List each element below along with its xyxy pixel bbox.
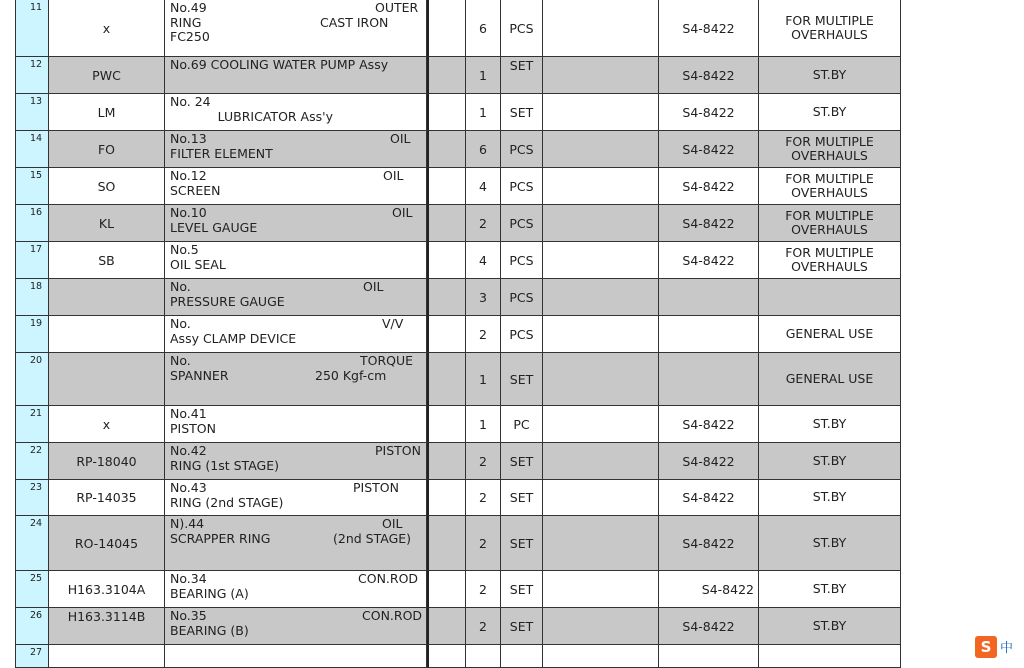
row-number: 19 [15,316,49,353]
desc-line-1-right: CON.ROD [358,571,419,586]
part-description [165,168,427,205]
row-number: 15 [15,168,49,205]
table-row [0,608,1024,645]
part-description [165,608,427,645]
row-number: 27 [15,645,49,668]
reference-number: S4-8422 [659,242,759,279]
empty-cell [429,406,466,443]
row-number: 16 [15,205,49,242]
reference-number: S4-8422 [659,406,759,443]
desc-line-1-right: V/V [382,316,404,331]
part-code [49,316,165,353]
part-code: RP-14035 [49,480,165,516]
empty-cell [543,168,659,205]
part-description [165,279,427,316]
quantity: 2 [466,205,501,242]
desc-line-1: No.43 [170,480,207,495]
remarks [759,353,901,406]
part-code: RP-18040 [49,443,165,480]
desc-line-2-right: 250 Kgf-cm [315,367,387,383]
remarks [759,242,901,279]
reference-number [659,279,759,316]
remarks [759,571,901,608]
desc-line-1: No. [170,353,191,368]
remarks [759,57,901,94]
part-description [165,480,427,516]
part-description [165,205,427,242]
empty-cell [429,279,466,316]
empty-cell [543,131,659,168]
empty-cell [429,0,466,57]
part-code: x [49,0,165,57]
remark-line-2: OVERHAULS [791,148,868,163]
remark-line-1: ST.BY [812,415,847,431]
table-row [0,571,1024,608]
desc-line-2: SCREEN [170,182,221,198]
empty-cell [543,443,659,480]
empty-cell [543,571,659,608]
desc-line-1: No.5 [170,242,199,257]
desc-line-1-right: CON.ROD [362,608,423,623]
remark-line-1: ST.BY [812,617,847,633]
empty-cell [429,571,466,608]
remark-line-2: OVERHAULS [791,259,868,274]
remarks [759,443,901,480]
empty-cell [543,316,659,353]
remarks [759,279,901,316]
part-description [165,57,427,94]
empty-cell [429,131,466,168]
remark-line-1: FOR MULTIPLE [785,244,874,260]
row-number: 17 [15,242,49,279]
quantity: 2 [466,480,501,516]
unit: PCS [501,131,543,168]
remark-line-1: ST.BY [812,580,847,596]
desc-line-2: FILTER ELEMENT [170,145,273,161]
empty-cell [543,205,659,242]
part-code: SB [49,242,165,279]
row-number: 23 [15,480,49,516]
part-code [49,645,165,668]
part-description [165,645,427,668]
quantity: 1 [466,353,501,406]
reference-number: S4-8422 [659,57,759,94]
remarks [759,94,901,131]
empty-cell [429,353,466,406]
empty-cell [429,242,466,279]
desc-line-3: FC250 [170,29,210,44]
reference-number [659,353,759,406]
empty-cell [429,205,466,242]
part-description [165,443,427,480]
unit: SET [501,94,543,131]
desc-line-2: SPANNER [170,367,229,383]
unit: SET [501,516,543,571]
empty-cell [429,645,466,668]
remarks [759,0,901,57]
unit: SET [501,57,543,94]
reference-number: S4-8422 [659,94,759,131]
remark-line-2: OVERHAULS [791,27,868,42]
desc-line-1: No.69 COOLING WATER PUMP Assy [170,57,389,72]
table-row [0,316,1024,353]
reference-number: S4-8422 [659,480,759,516]
empty-cell [429,608,466,645]
table-row [0,443,1024,480]
empty-cell [429,443,466,480]
part-code: H163.3114B [49,608,165,645]
part-description [165,571,427,608]
row-number: 24 [15,516,49,571]
desc-line-2: LEVEL GAUGE [170,219,258,235]
quantity: 2 [466,608,501,645]
reference-number: S4-8422 [659,608,759,645]
empty-cell [543,0,659,57]
table-row [0,353,1024,406]
desc-line-1: No.12 [170,168,207,183]
quantity: 2 [466,443,501,480]
unit: SET [501,480,543,516]
desc-line-2: PISTON [170,420,216,436]
desc-line-1: No. [170,316,191,331]
row-number: 20 [15,353,49,406]
part-code [49,279,165,316]
part-description [165,316,427,353]
unit: SET [501,353,543,406]
remark-line-1: GENERAL USE [785,325,874,341]
remark-line-1: FOR MULTIPLE [785,12,874,28]
unit: PCS [501,168,543,205]
empty-cell [543,353,659,406]
desc-line-1: No.41 [170,406,207,421]
desc-line-1: No.42 [170,443,207,458]
desc-line-1: N).44 [170,516,205,531]
remark-line-1: FOR MULTIPLE [785,133,874,149]
remark-line-1: FOR MULTIPLE [785,207,874,223]
table-row [0,168,1024,205]
quantity: 1 [466,57,501,94]
part-code: FO [49,131,165,168]
quantity: 2 [466,316,501,353]
reference-number: S4-8422 [659,443,759,480]
part-code: RO-14045 [49,516,165,571]
remarks [759,480,901,516]
desc-line-1-right: OIL [382,516,403,531]
quantity: 1 [466,406,501,443]
ime-language-indicator[interactable]: 中 [1000,641,1014,656]
remarks [759,608,901,645]
desc-line-2: LUBRICATOR Ass'y [170,108,333,124]
row-number: 21 [15,406,49,443]
remarks [759,131,901,168]
unit [501,645,543,668]
table-row [0,57,1024,94]
part-code: LM [49,94,165,131]
part-code: PWC [49,57,165,94]
desc-line-2: BEARING (A) [170,585,249,601]
remarks [759,645,901,668]
part-description [165,0,427,57]
table-row [0,242,1024,279]
empty-cell [429,480,466,516]
desc-line-1: No.49 [170,0,207,15]
remarks [759,316,901,353]
remark-line-1: ST.BY [812,66,847,82]
part-description [165,406,427,443]
empty-cell [429,168,466,205]
empty-cell [543,480,659,516]
desc-line-1: No.34 [170,571,207,586]
table-row [0,516,1024,571]
remarks [759,205,901,242]
row-number: 14 [15,131,49,168]
desc-line-2: BEARING (B) [170,622,249,638]
table-row [0,645,1024,668]
desc-line-2: RING (2nd STAGE) [170,494,284,510]
row-number: 25 [15,571,49,608]
table-row [0,0,1024,57]
table-row [0,94,1024,131]
empty-cell [543,57,659,94]
part-description [165,516,427,571]
remarks [759,168,901,205]
quantity: 1 [466,94,501,131]
part-description [165,94,427,131]
desc-line-1: No.35 [170,608,207,623]
desc-line-1-right: PISTON [353,480,399,495]
desc-line-1: No.10 [170,205,207,220]
unit: SET [501,443,543,480]
unit: PCS [501,316,543,353]
remark-line-1: ST.BY [812,489,847,505]
desc-line-1: No.13 [170,131,207,146]
reference-number: S4-8422 [659,0,759,57]
unit: SET [501,571,543,608]
part-code [49,353,165,406]
part-description [165,242,427,279]
quantity: 4 [466,168,501,205]
part-code: H163.3104A [49,571,165,608]
unit: PCS [501,0,543,57]
table-row [0,406,1024,443]
desc-line-1-right: OUTER [375,0,419,15]
remarks [759,516,901,571]
remark-line-2: OVERHAULS [791,222,868,237]
remark-line-1: ST.BY [812,103,847,119]
desc-line-2: Assy CLAMP DEVICE [170,330,297,346]
desc-line-2-right: CAST IRON [320,14,389,30]
remarks [759,406,901,443]
remark-line-1: FOR MULTIPLE [785,170,874,186]
desc-line-2-right: (2nd STAGE) [333,530,412,546]
part-description [165,131,427,168]
row-number: 26 [15,608,49,645]
empty-cell [543,94,659,131]
quantity: 2 [466,571,501,608]
row-number: 11 [15,0,49,57]
table-row [0,279,1024,316]
quantity: 6 [466,0,501,57]
desc-line-2: PRESSURE GAUGE [170,293,285,309]
desc-line-1-right: OIL [390,131,411,146]
desc-line-2: SCRAPPER RING [170,530,271,546]
part-code: SO [49,168,165,205]
quantity: 6 [466,131,501,168]
row-number: 22 [15,443,49,480]
sogou-ime-icon[interactable] [975,636,997,658]
row-number: 13 [15,94,49,131]
unit: SET [501,608,543,645]
row-number: 18 [15,279,49,316]
remark-line-1: ST.BY [812,452,847,468]
reference-number: S4-8422 [659,516,759,571]
remark-line-1: GENERAL USE [785,370,874,386]
empty-cell [429,316,466,353]
part-code: KL [49,205,165,242]
empty-cell [543,242,659,279]
desc-line-1-right: OIL [392,205,413,220]
table-row [0,131,1024,168]
desc-line-2: RING [170,14,202,30]
unit: PCS [501,205,543,242]
reference-number: S4-8422 [659,571,759,608]
part-code: x [49,406,165,443]
remark-line-1: ST.BY [812,534,847,550]
desc-line-2: RING (1st STAGE) [170,457,279,473]
row-number: 12 [15,57,49,94]
unit: PCS [501,242,543,279]
desc-line-1-right: OIL [363,279,384,294]
ime-logo: S [980,638,992,656]
quantity: 4 [466,242,501,279]
table-row [0,205,1024,242]
empty-cell [543,279,659,316]
desc-line-1-right: PISTON [375,443,421,458]
reference-number: S4-8422 [659,205,759,242]
reference-number [659,645,759,668]
desc-line-1-right: TORQUE [360,353,414,368]
desc-line-2: OIL SEAL [170,256,226,272]
empty-cell [429,57,466,94]
empty-cell [543,608,659,645]
empty-cell [429,516,466,571]
quantity: 3 [466,279,501,316]
table-row [0,480,1024,516]
empty-cell [429,94,466,131]
remark-line-2: OVERHAULS [791,185,868,200]
reference-number: S4-8422 [659,131,759,168]
empty-cell [543,406,659,443]
part-description [165,353,427,406]
quantity [466,645,501,668]
unit: PCS [501,279,543,316]
empty-cell [543,645,659,668]
quantity: 2 [466,516,501,571]
unit: PC [501,406,543,443]
reference-number [659,316,759,353]
desc-line-1: No. 24 [170,94,211,109]
reference-number: S4-8422 [659,168,759,205]
desc-line-1-right: OIL [383,168,404,183]
empty-cell [543,516,659,571]
desc-line-1: No. [170,279,191,294]
